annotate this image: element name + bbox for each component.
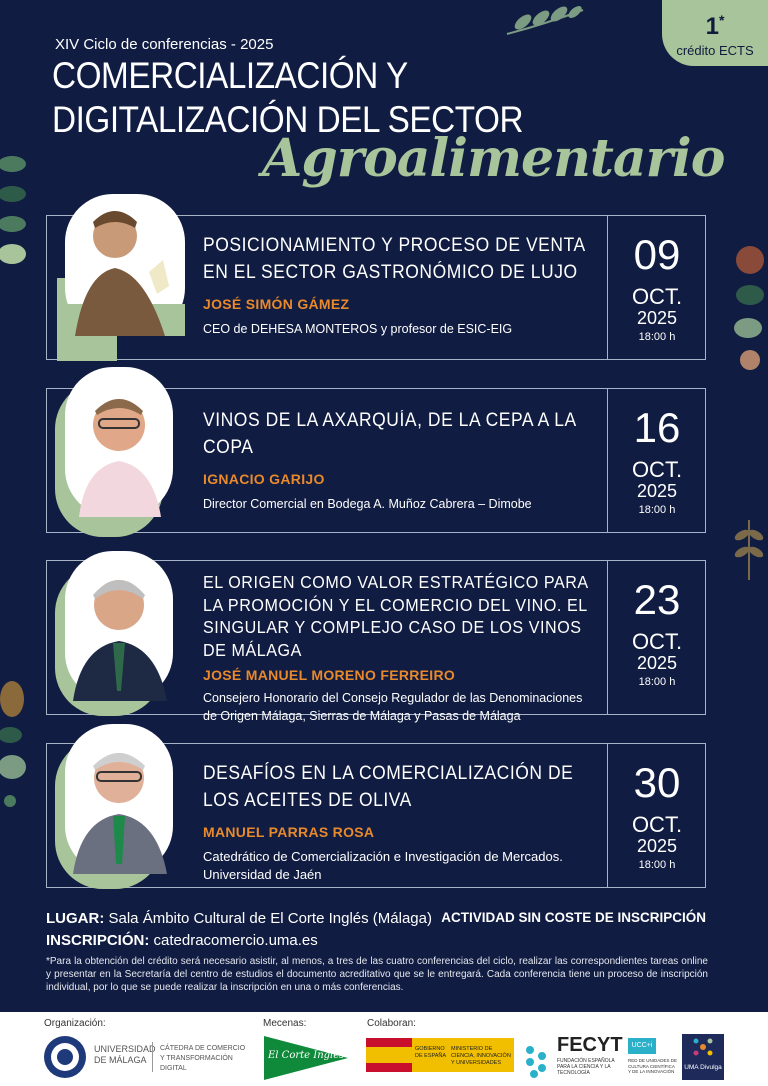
- uma-seal-icon: [42, 1034, 88, 1080]
- pear-decoration-left: [0, 675, 30, 815]
- conference-card: [46, 388, 706, 533]
- speaker-name: IGNACIO GARIJO: [203, 471, 325, 487]
- wheat-decoration-right: [730, 520, 768, 580]
- speaker-role: CEO de DEHESA MONTEROS y profesor de ESIC-EIG: [203, 322, 513, 336]
- footer: [0, 1012, 768, 1086]
- leaf-decoration-top: [505, 4, 585, 38]
- conference-card: [46, 743, 706, 888]
- credit-note: *Para la obtención del crédito será necesario asistir, al menos, a tres de las cuatro conferencias del ciclo, realizar las correspondientes tareas online y presentar en la Secretaría del centro de estudios el documento acreditativo que se le entregará. Cada conferencia tiene un proceso de inscripción individual, por lo que se puede realizar la inscripción en una o más conferencias.: [46, 956, 708, 993]
- place-label: LUGAR:: [46, 910, 105, 927]
- conference-title: DESAFÍOS EN LA COMERCIALIZACIÓN DE LOS ACEITES DE OLIVA: [203, 763, 574, 811]
- conference-title: VINOS DE LA AXARQUÍA, DE LA CEPA A LA COPA: [203, 410, 576, 458]
- conference-date: 30 OCT. 2025 18:00 h: [631, 759, 683, 871]
- fecyt-subtitle: FUNDACIÓN ESPAÑOLA PARA LA CIENCIA Y LA TECNOLOGÍA: [557, 1058, 615, 1076]
- catedra-logo-text: CÁTEDRA DE COMERCIO Y TRANSFORMACIÓN DIGITAL: [160, 1045, 246, 1072]
- speaker-role: Consejero Honorario del Consejo Regulador de las Denominaciones de Origen Málaga, Sierras de Málaga y Pasas de Málaga: [203, 691, 583, 723]
- free-activity-notice: ACTIVIDAD SIN COSTE DE INSCRIPCIÓN: [441, 910, 706, 925]
- speaker-name: MANUEL PARRAS ROSA: [203, 824, 375, 840]
- event-info: [46, 908, 432, 952]
- ucc-logo: UCC+i: [628, 1038, 656, 1054]
- gobierno-logo: GOBIERNO DE ESPAÑA MINISTERIO DE CIENCIA, INNOVACIÓN Y UNIVERSIDADES: [412, 1038, 514, 1072]
- conference-title: EL ORIGEN COMO VALOR ESTRATÉGICO PARA LA PROMOCIÓN Y EL COMERCIO DEL VINO. EL SINGULAR Y COMPLEJO CASO DE LOS VINOS DE MÁLAGA: [203, 572, 588, 660]
- page-title-script: Agroalimentario: [262, 128, 725, 189]
- collaborators-label: Colaboran:: [367, 1018, 416, 1029]
- spain-flag-icon: [366, 1038, 412, 1072]
- fecyt-dots-icon: [524, 1044, 550, 1080]
- uma-divulga-logo: UMA Divulga: [682, 1034, 724, 1080]
- ects-label: crédito ECTS: [676, 43, 754, 58]
- speaker-name: JOSÉ MANUEL MORENO FERREIRO: [203, 667, 456, 683]
- ects-number: 1*: [705, 12, 725, 40]
- leaf-decoration-left: [0, 150, 30, 280]
- conference-date: 23 OCT. 2025 18:00 h: [631, 576, 683, 688]
- speaker-photo: [55, 724, 185, 889]
- page-title: COMERCIALIZACIÓN Y DIGITALIZACIÓN DEL SECTOR: [52, 55, 524, 140]
- fruit-decoration-right: [730, 240, 768, 380]
- organization-label: Organización:: [44, 1018, 106, 1029]
- registration-label: INSCRIPCIÓN:: [46, 932, 150, 949]
- patron-label: Mecenas:: [263, 1018, 307, 1029]
- place-value: Sala Ámbito Cultural de El Corte Inglés (Málaga): [108, 910, 432, 927]
- uma-logo-text: UNIVERSIDAD DE MÁLAGA: [94, 1044, 156, 1065]
- conference-date: 16 OCT. 2025 18:00 h: [631, 404, 683, 516]
- speaker-role: Director Comercial en Bodega A. Muñoz Cabrera – Dimobe: [203, 497, 532, 511]
- eci-logo-text: El Corte Inglés: [268, 1050, 345, 1061]
- uma-divulga-icon: [692, 1036, 714, 1058]
- speaker-photo: [55, 551, 185, 716]
- fecyt-logo-text: FECYT: [557, 1034, 623, 1056]
- cycle-subtitle: XIV Ciclo de conferencias - 2025: [55, 36, 274, 53]
- conference-date: 09 OCT. 2025 18:00 h: [631, 231, 683, 343]
- ects-badge: [662, 0, 768, 66]
- speaker-photo: [65, 194, 195, 336]
- conference-card: [46, 560, 706, 723]
- ucc-subtitle: RED DE UNIDADES DE CULTURA CIENTÍFICA Y DE LA INNOVACIÓN: [628, 1058, 678, 1074]
- speaker-name: JOSÉ SIMÓN GÁMEZ: [203, 296, 350, 312]
- conference-card: [46, 215, 706, 360]
- registration-link[interactable]: catedracomercio.uma.es: [153, 932, 318, 949]
- speaker-role: Catedrático de Comercialización e Investigación de Mercados. Universidad de Jaén: [203, 849, 563, 882]
- conference-title: POSICIONAMIENTO Y PROCESO DE VENTA EN EL SECTOR GASTRONÓMICO DE LUJO: [203, 235, 585, 283]
- speaker-photo: [55, 367, 185, 537]
